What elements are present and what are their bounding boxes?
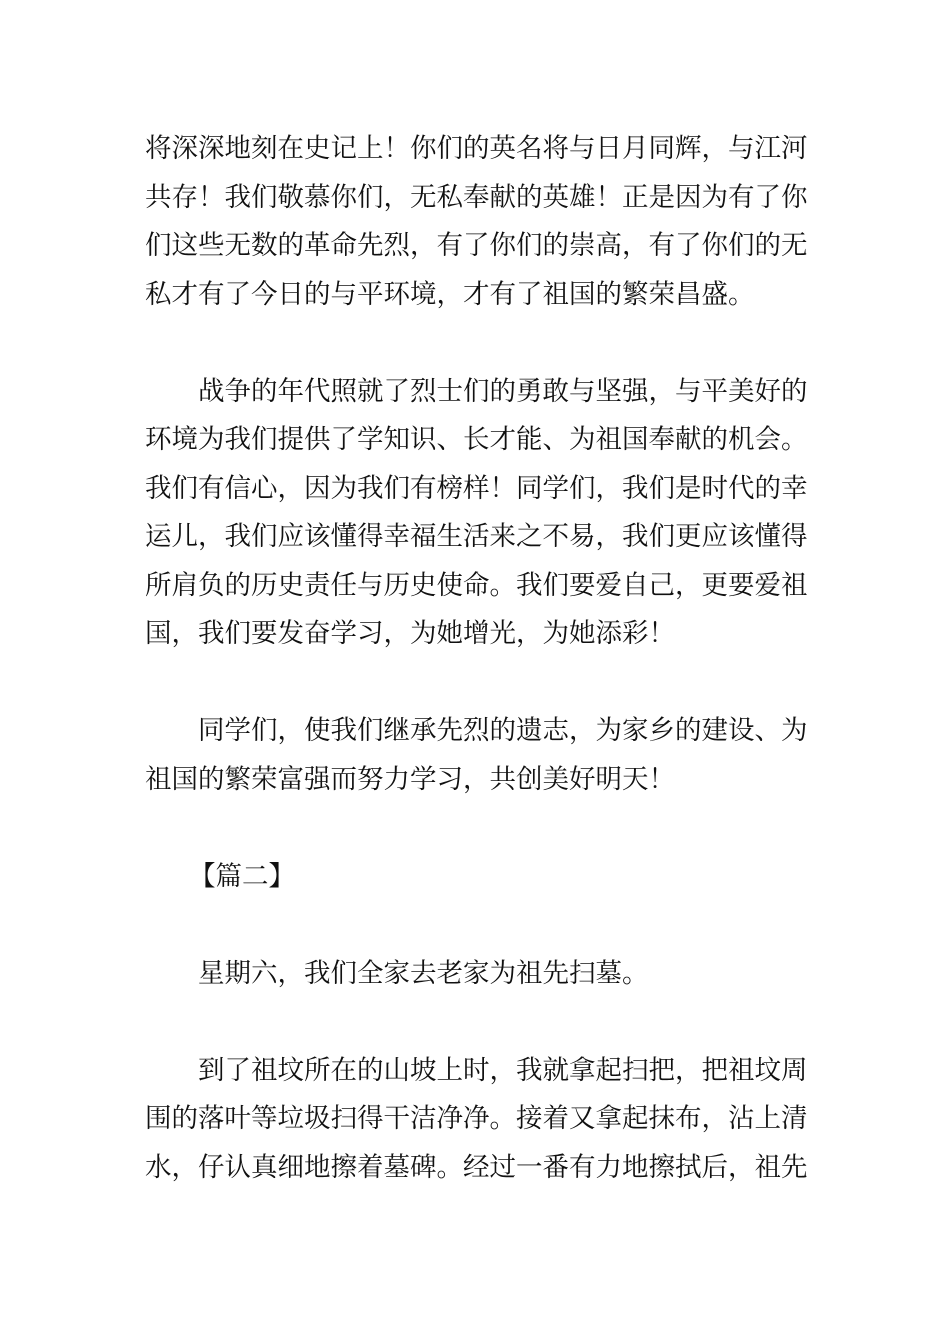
- section-heading: 【篇二】: [189, 860, 295, 892]
- text-line: 环境为我们提供了学知识、长才能、为祖国奉献的机会。: [145, 424, 808, 455]
- text-line: 所肩负的历史责任与历史使命。我们要爱自己，更要爱祖: [145, 569, 808, 601]
- text-line: 们这些无数的革命先烈，有了你们的崇高，有了你们的无: [145, 230, 808, 261]
- paragraph-2: [145, 368, 808, 659]
- text-line: 运儿，我们应该懂得幸福生活来之不易，我们更应该懂得: [145, 521, 808, 552]
- paragraph-spacer: [145, 659, 805, 708]
- text-line: 我们有信心，因为我们有榜样！同学们，我们是时代的幸: [145, 472, 808, 504]
- text-line: 国，我们要发奋学习，为她增光，为她添彩！: [145, 618, 675, 649]
- paragraph-spacer: [145, 319, 805, 368]
- text-line: 祖国的繁荣富强而努力学习，共创美好明天！: [145, 763, 675, 795]
- paragraph-5: [145, 1047, 808, 1193]
- text-line: 到了祖坟所在的山坡上时，我就拿起扫把，把祖坟周: [198, 1054, 808, 1086]
- text-line: 同学们，使我们继承先烈的遗志，为家乡的建设、为: [198, 715, 808, 746]
- paragraph-spacer: [145, 804, 805, 853]
- text-line: 将深深地刻在史记上！你们的英名将与日月同辉，与江河: [145, 133, 808, 164]
- text-line: 共存！我们敬慕你们，无私奉献的英雄！正是因为有了你: [145, 181, 808, 213]
- text-line: 围的落叶等垃圾扫得干洁净净。接着又拿起抹布，沾上清: [145, 1103, 808, 1134]
- paragraph-spacer: [145, 901, 805, 950]
- paragraph-1: [145, 125, 808, 319]
- paragraph-spacer: [145, 998, 805, 1047]
- text-line: 私才有了今日的与平环境，才有了祖国的繁荣昌盛。: [145, 278, 755, 310]
- document-page: [145, 125, 808, 1192]
- paragraph-3: [145, 707, 808, 804]
- text-line: 星期六，我们全家去老家为祖先扫墓。: [198, 957, 649, 989]
- text-line: 战争的年代照就了烈士们的勇敢与坚强，与平美好的: [198, 375, 808, 407]
- text-line: 水，仔认真细地擦着墓碑。经过一番有力地擦拭后，祖先: [145, 1151, 808, 1183]
- paragraph-4: [145, 950, 805, 999]
